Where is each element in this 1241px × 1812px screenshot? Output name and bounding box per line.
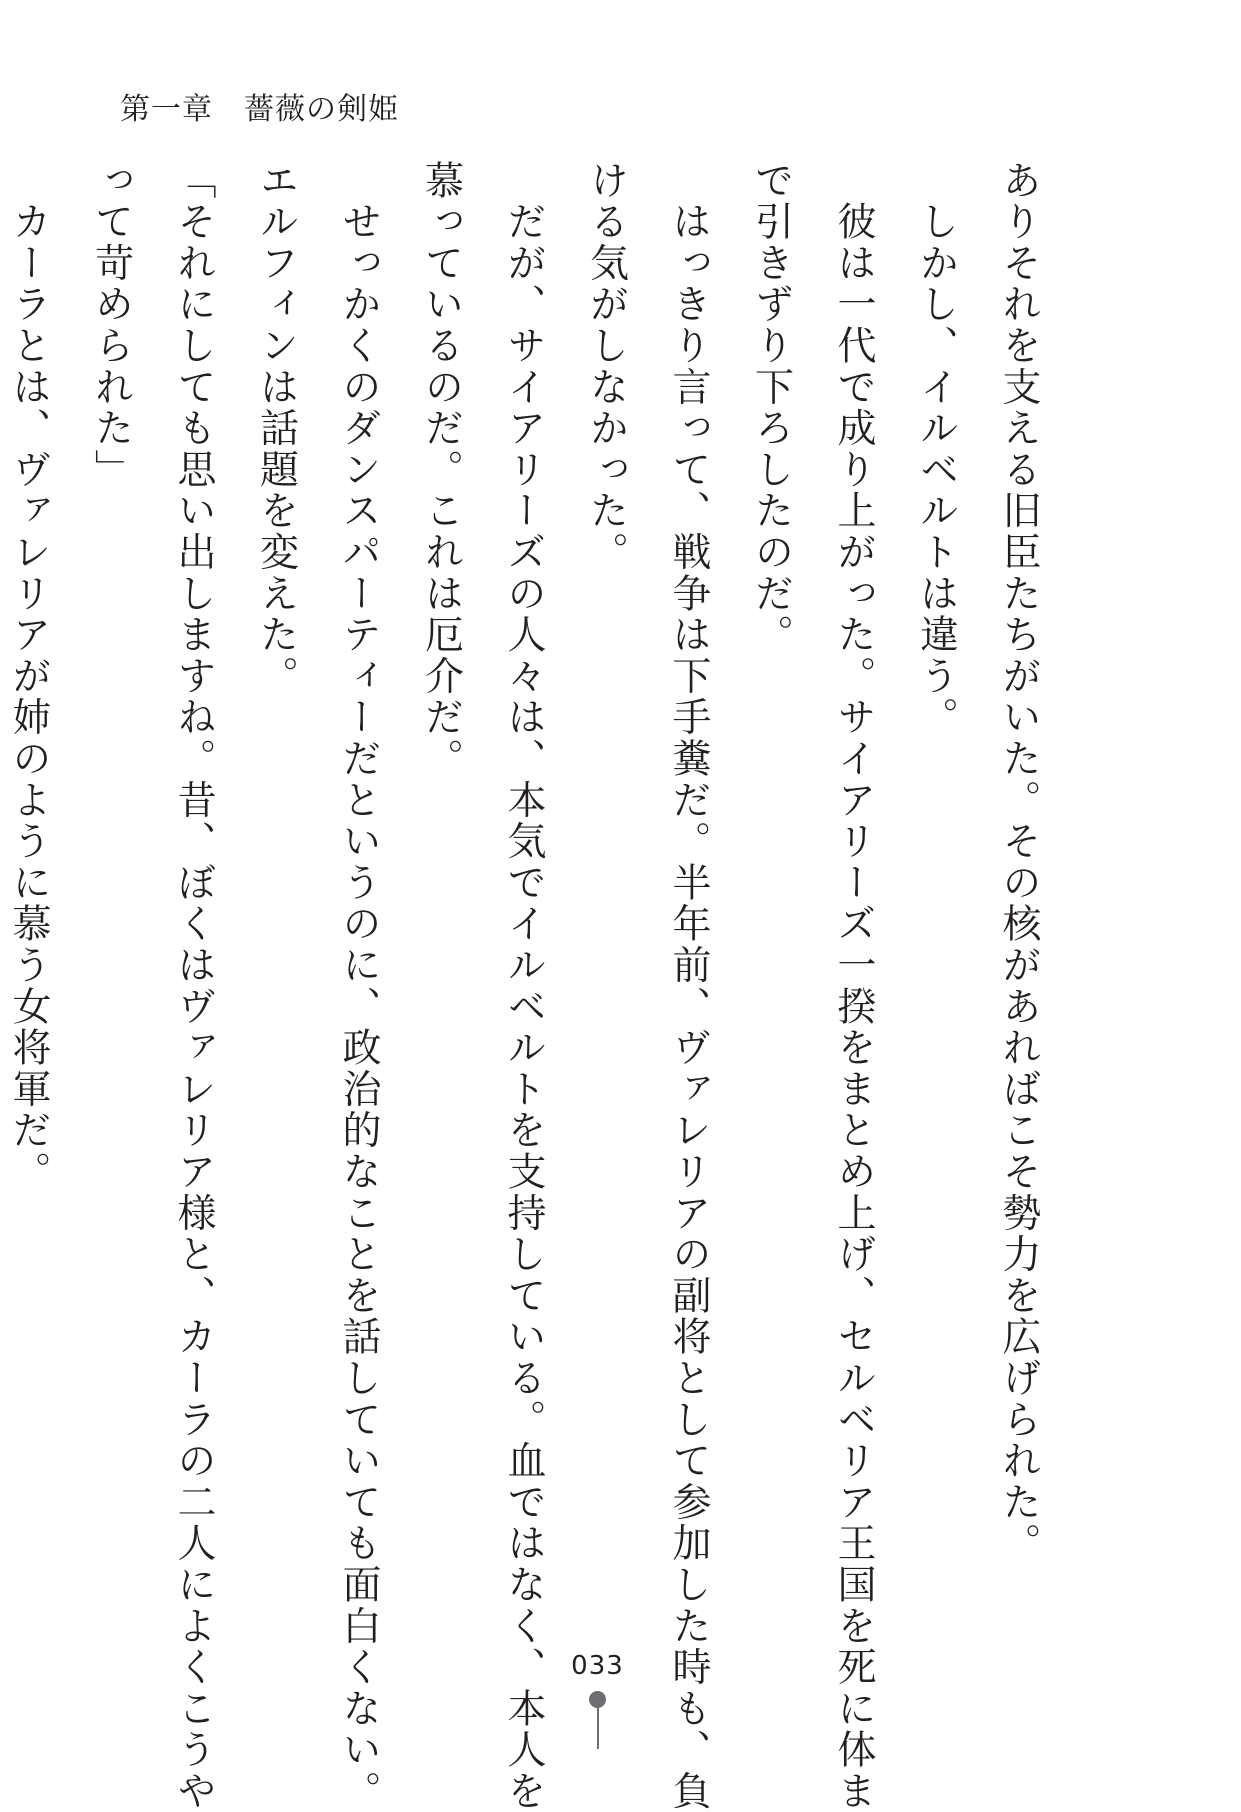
text-line: 「それにしても思い出しますね。昔、ぼくはヴァレリア様と、カーラの二人によくこうや	[171, 160, 216, 1812]
text-line: で引きずり下ろしたのだ。	[748, 160, 794, 656]
text-line: せっかくのダンスパーティーだというのに、政治的なことを話していても面白くない。	[336, 160, 381, 1812]
text-line: はっきり言って、戦争は下手糞だ。半年前、ヴァレリアの副将として参加した時も、負	[666, 160, 711, 1812]
text-line: カーラとは、ヴァレリアが姉のように慕う女将軍だ。	[6, 160, 51, 1193]
text-line: ありそれを支える旧臣たちがいた。その核があればこそ勢力を広げられた。	[996, 160, 1041, 1565]
page-number: 033	[571, 1651, 624, 1681]
text-line: 彼は一代で成り上がった。サイアリーズ一揆をまとめ上げ、セルベリア王国を死に体ま	[831, 160, 876, 1812]
text-line: って苛められた」	[88, 160, 134, 491]
text-line: しかし、イルベルトは違う。	[913, 160, 959, 739]
text-line: 慕っているのだ。これは厄介だ。	[418, 160, 464, 780]
text-line: だが、サイアリーズの人々は、本気でイルベルトを支持している。血ではなく、本人を	[501, 160, 546, 1812]
folio-line-ornament	[597, 1706, 599, 1749]
running-head: 第一章 薔薇の剣姫	[120, 92, 399, 127]
text-line: ける気がしなかった。	[583, 160, 629, 573]
text-line: エルフィンは話題を変えた。	[253, 160, 299, 697]
